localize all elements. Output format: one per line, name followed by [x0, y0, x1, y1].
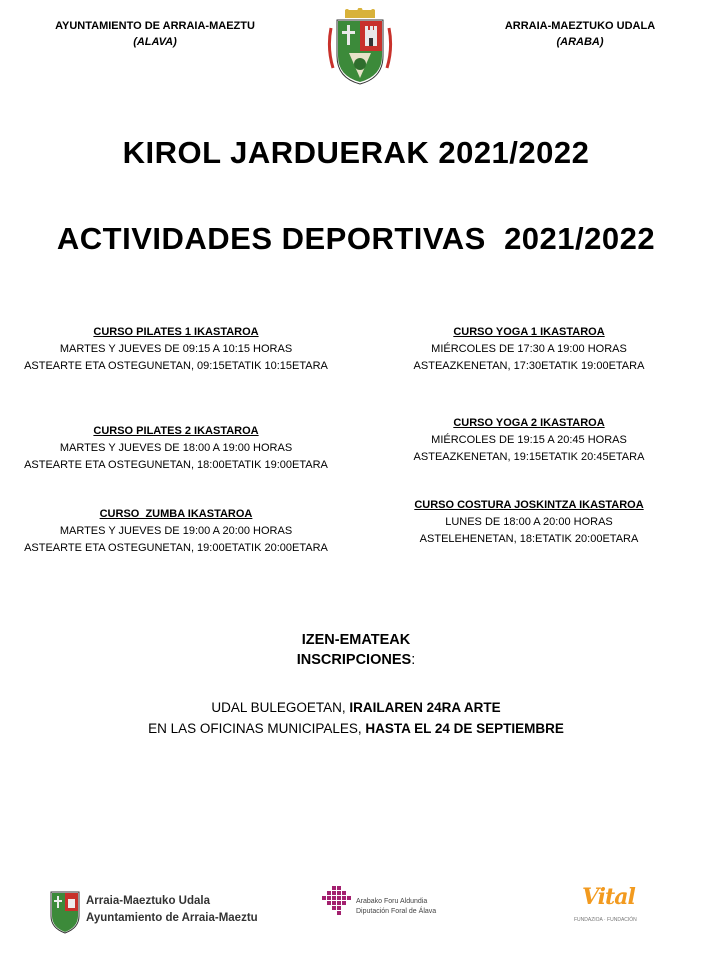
course-schedule-eu: ASTEAZKENETAN, 17:30ETATIK 19:00ETARA	[413, 360, 645, 372]
diputacion-mark-icon	[322, 886, 352, 916]
course-schedule-eu: ASTELEHENETAN, 18:ETATIK 20:00ETARA	[419, 533, 639, 545]
registration-eu-deadline: IRAILAREN 24RA ARTE	[349, 700, 501, 715]
registration-line-eu	[0, 697, 712, 718]
course-costura	[370, 497, 688, 548]
course-schedule-es: MARTES Y JUEVES DE 09:15 A 10:15 HORAS	[59, 343, 293, 355]
registration-heading-es: INSCRIPCIONES	[296, 652, 412, 668]
course-yoga-1	[370, 324, 688, 375]
header-right-province: (ARABA)	[556, 36, 604, 48]
coat-of-arms-shield-icon	[327, 8, 393, 88]
course-schedule-es: MARTES Y JUEVES DE 19:00 A 20:00 HORAS	[59, 525, 293, 537]
registration-eu-prefix: UDAL BULEGOETAN,	[211, 700, 350, 715]
footer-vital-logo	[572, 884, 642, 929]
course-schedule-es: MIÉRCOLES DE 17:30 A 19:00 HORAS	[431, 343, 627, 355]
diputacion-logo-line1: Arabako Foru Aldundia	[356, 898, 428, 905]
course-title: CURSO PILATES 2 IKASTAROA	[93, 425, 259, 437]
title-spanish: ACTIVIDADES DEPORTIVAS 2021/2022	[56, 221, 656, 256]
registration-heading-es-line	[0, 650, 712, 670]
course-title: CURSO ZUMBA IKASTAROA	[99, 508, 253, 520]
course-schedule-eu: ASTEAZKENETAN, 19:15ETATIK 20:45ETARA	[413, 451, 645, 463]
course-yoga-2	[370, 415, 688, 466]
registration-es-deadline: HASTA EL 24 DE SEPTIEMBRE	[365, 721, 564, 736]
course-schedule-es: MARTES Y JUEVES DE 18:00 A 19:00 HORAS	[59, 442, 293, 454]
footer-diputacion-logo	[322, 884, 452, 924]
header-left	[30, 18, 280, 50]
course-zumba	[0, 506, 352, 557]
coat-of-arms	[327, 8, 393, 88]
header-right	[455, 18, 705, 50]
header-left-province: (ALAVA)	[133, 36, 177, 48]
course-pilates-1	[0, 324, 352, 375]
vital-logo-tagline: FUNDAZIOA · FUNDACIÓN	[574, 917, 637, 923]
registration-heading-eu: IZEN-EMATEAK	[301, 632, 411, 648]
course-title: CURSO PILATES 1 IKASTAROA	[93, 326, 259, 338]
course-title: CURSO COSTURA JOSKINTZA IKASTAROA	[414, 499, 644, 511]
registration-es-prefix: EN LAS OFICINAS MUNICIPALES,	[148, 721, 366, 736]
header-right-name: ARRAIA-MAEZTUKO UDALA	[504, 20, 656, 32]
course-schedule-eu: ASTEARTE ETA OSTEGUNETAN, 19:00ETATIK 20:00ETARA	[24, 542, 328, 554]
municipal-shield-icon	[48, 890, 82, 934]
municipal-logo-line1: Arraia-Maeztuko Udala	[86, 895, 210, 907]
course-pilates-2	[0, 423, 352, 474]
diputacion-logo-line2: Diputación Foral de Álava	[356, 908, 437, 915]
course-schedule-eu: ASTEARTE ETA OSTEGUNETAN, 18:00ETATIK 19:00ETARA	[24, 459, 328, 471]
registration-line-es	[0, 718, 712, 739]
footer-municipal-logo	[48, 888, 263, 938]
course-schedule-es: LUNES DE 18:00 A 20:00 HORAS	[445, 516, 613, 528]
course-title: CURSO YOGA 1 IKASTAROA	[453, 326, 605, 338]
course-schedule-eu: ASTEARTE ETA OSTEGUNETAN, 09:15ETATIK 10:15ETARA	[24, 360, 328, 372]
course-schedule-es: MIÉRCOLES DE 19:15 A 20:45 HORAS	[431, 434, 627, 446]
title-basque: KIROL JARDUERAK 2021/2022	[122, 135, 590, 170]
course-title: CURSO YOGA 2 IKASTAROA	[453, 417, 605, 429]
vital-logo-word: Vital	[582, 884, 635, 910]
registration-heading-es-colon: :	[411, 652, 416, 668]
header-left-name: AYUNTAMIENTO DE ARRAIA-MAEZTU	[55, 20, 255, 32]
registration-details	[0, 697, 712, 739]
registration-heading	[0, 630, 712, 670]
municipal-logo-line2: Ayuntamiento de Arraia-Maeztu	[86, 912, 258, 924]
